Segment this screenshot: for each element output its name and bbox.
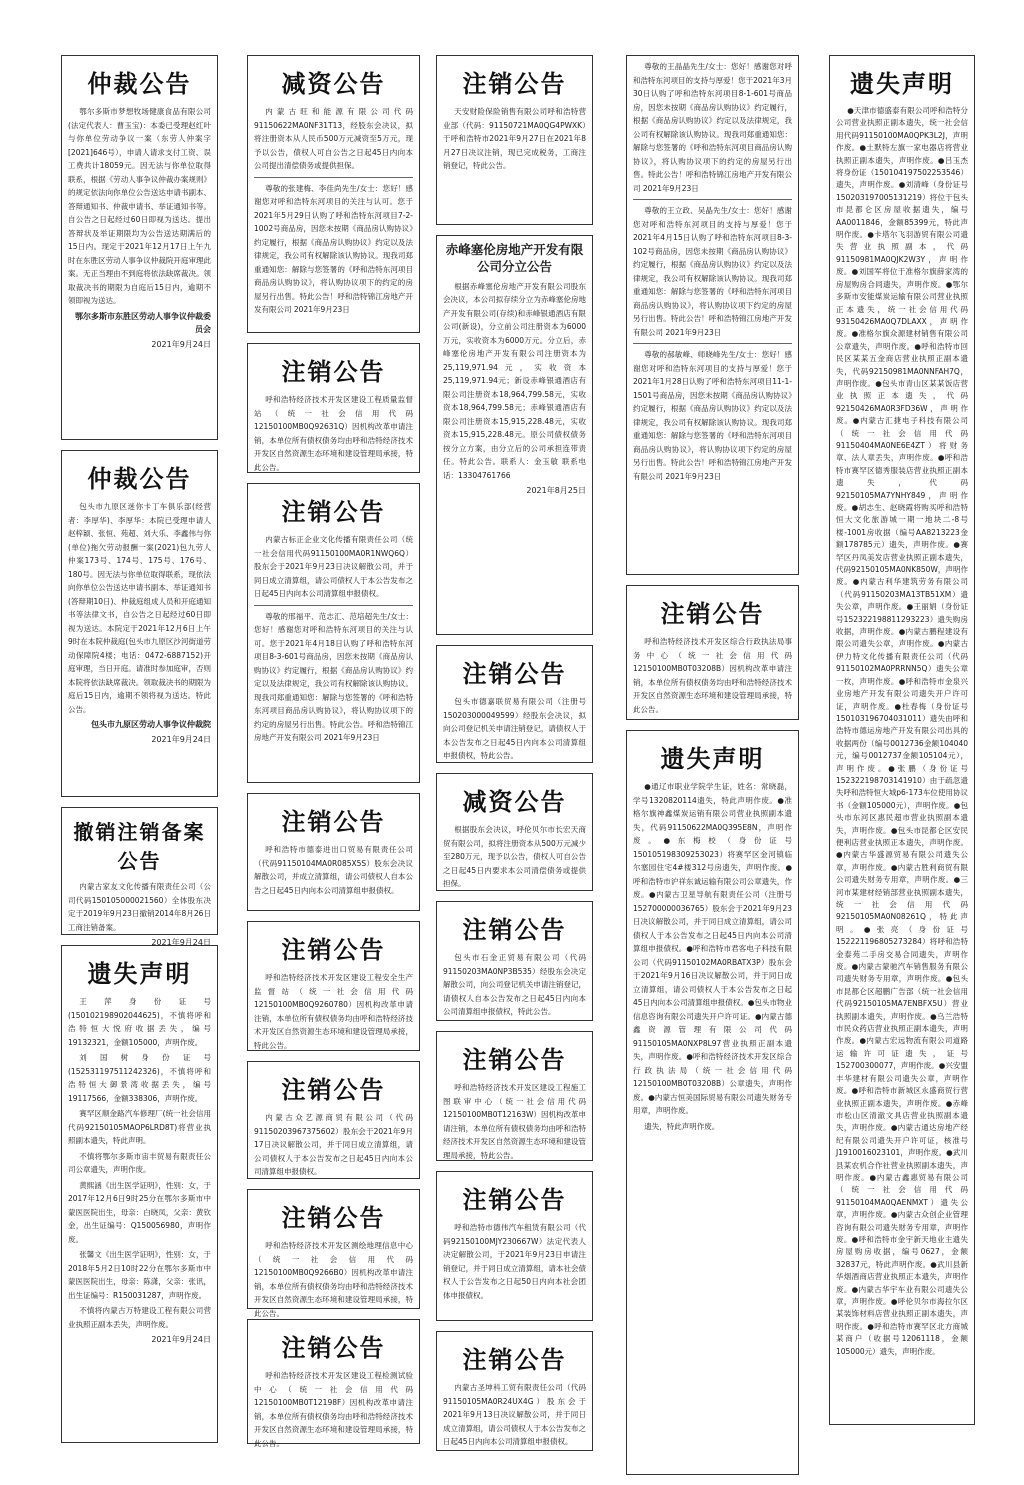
notice-signature: 包头市九原区劳动人事争议仲裁院 — [91, 720, 211, 729]
notice-date: 2021年9月24日 — [151, 1335, 211, 1344]
notice-body: 鄂尔多斯市梦想牧场健康食品有限公司(法定代表人：曹玉宝)：本委已受理赵红叶与你单位劳动争议一案（东劳人仲案字[2021]646号），申请人请求支付工资、误工费共计18059元。因无法与你单位取得联系，根据《劳动人事争议仲裁办案规则》的规定依法向你单位公告送达申请书副本、答辩通知书、仲裁申请书、举证通知书等。自公告之日起经过60日即视为送达。提出答辩状及举证期限均为公告送达期满后的15日内。现定于2021年12月17日上午九时在东胜区劳动人事争议仲裁院开庭审理此案。无正当理由不到庭将依法缺席裁决。领取裁决书的期限为自庭后15日内，逾期不领即视为送达。 — [68, 107, 211, 305]
notice-title: 赤峰塞伦房地产开发有限公司分立公告 — [445, 242, 584, 274]
deregistration-notice-9 — [436, 645, 593, 763]
column-4 — [626, 55, 799, 1485]
notice-title: 注销公告 — [281, 357, 386, 386]
notice-date: 2021年9月24日 — [151, 735, 211, 744]
notice-body: ●天津市德盛泰有限公司呼和浩特分公司营业执照正副本遗失，统一社会信用代码91150100MA0QPK3L2J，声明作废。●土默特左旗一家电器店将营业执照正副本遗失，声明作废。●吕玉杰将身份证（150104197502253546）遗失，声明作废。●刘清峰（身份证号150203197005131219）将位于包头市昆都仑区房屋收据遗失，编号AA0011846，金额85399元，特此声明作废。●卡塔尔飞羽游贸有限公司遗失营业执照副本，代码91150981MA0QJK2W3Y，声明作废。●刘国军将位于准格尔旗薛家湾的房屋购房合同遗失，声明作废。●鄂尔多斯市安能煤炭运输有限公司营业执照正本遗失，统一社会信用代码93150426MA0Q7DLAXX，声明作废。●准格尔旗众源建材销售有限公司公章遗失，声明作废。●呼和浩特市回民区某某五金商店营业执照正副本遗失，代码92150981MA0NNFAH7Q，声明作废。●包头市青山区某某饭店营业执照正本遗失，代码92150426MA0R3FD36W，声明作废。●内蒙古汇捷电子科技有限公司（统一社会信用代码91150404MA0NE6E4ZT）将财务章、法人章丢失，声明作废。●呼和浩特市赛罕区德秀服装店营业执照正副本遗失，代码92150105MA7YNHY849，声明作废。●胡志生、赵晓霞将购买呼和浩特恒大文化旅游城一期一地块二-8号楼-1001房收据（编号AA8213223金额178785元）遗失，声明作废。●赛罕区丹凤美发店营业执照正副本遗失，代码92150105MA0NK850W，声明作废。●内蒙古利华建筑劳务有限公司（代码91150203MA13TB51XM）遗失公章，声明作废。●王丽娟（身份证号152322198811293223）遗失购房收据，声明作废。●内蒙古鹏程建设有限公司遗失公章，声明作废。●内蒙古伊力特文化传播有限责任公司（代码91150102MA0PRRNN5Q）遗失公章一枚，声明作废。●呼和浩特市金泉兴业房地产开发有限公司遗失开户许可证，声明作废。●杜春梅（身份证号150103196704031011）遗失由呼和浩特市德运房地产开发有限公司出具的收据两份（编号0012736金额104040元，编号0012737金额105104元），声明作废。●张鹏（身份证号152322198703141910）由于疏忽遗失呼和浩特恒大城p6-173车位使用协议书（金额105000元），声明作废。●包头市东河区惠民超市营业执照副本遗失，声明作废。●包头市昆都仑区安民便利店营业执照正本遗失，声明作废。●内蒙古华盛源贸易有限公司遗失公章，声明作废。●内蒙古胜利商贸有限公司遗失财务专用章，声明作废。●三河市某建材经销部营业执照副本遗失，统一社会信用代码92150105MA0N08261Q，特此声明。●张亮（身份证号152221196805273284）将呼和浩特金泰苑二手房交易合同遗失，声明作废。●内蒙古蒙驰汽车销售服务有限公司遗失财务专用章，声明作废。●包头市昆都仑区超鹏广告部（统一社会信用代码92150105MA7ENBFX5U）营业执照副本遗失，声明作废。●乌兰浩特市民众药店营业执照正副本遗失，声明作废。●内蒙古宏远物流有限公司道路运输许可证遗失，证号152700300077，声明作废。●兴安盟丰华建材有限公司遗失公章，声明作废。●呼和浩特市新城区永盛商贸行营业执照正副本遗失，声明作废。●赤峰市松山区清澈文具店营业执照副本遗失，声明作废。●内蒙古通达房地产经纪有限公司遗失开户许可证，核准号J1910016023101，声明作废。●武川县某农机合作社营业执照副本遗失，声明作废。●内蒙古鑫惠贸易有限公司（统一社会信用代码91150104MA0QAENMXT）遗失公章，声明作废。●内蒙古众创企业管理咨询有限公司遗失财务专用章，声明作废。●呼和浩特市金宇新天地业主遗失房屋购房收据，编号0627，金额32837元，特此声明作废。●武川县新华烟酒商店营业执照正本遗失，声明作废。●内蒙古华宇车业有限公司遗失公章，声明作废。●呼伦贝尔市海拉尔区某装饰材料店营业执照正副本遗失，声明作废。●呼和浩特市赛罕区北方商城某商户（收据号12061118，金额105000元）遗失，声明作废。 — [836, 106, 968, 1356]
notice-body: 包头市九原区迷你卡丁车俱乐部(经营者：李厚华)、李厚华：本院已受理申请人赵梓颖、张恒、苑超、刘大乐、李鑫伟与你(单位)拖欠劳动报酬一案(2021)包九劳人仲案173号、174号、175号、176号、180号。因无法与你单位取得联系，现依法向你单位公告送达申请书副本、举证通知书(答辩期10日)、仲裁庭组成人员和开庭通知书等法律文书，自公告之日起经过60日即视为送达。本院定于2021年12月6日上午9时在本院仲裁庭(包头市九原区沙河街道劳动保障院4楼；电话：0472-6887152)开庭审理，当日开庭。请准时参加庭审，否则本院将依法缺席裁决。领取裁决书的期限为庭后15日内，逾期不领将视为送达。特此公告。 — [68, 502, 211, 714]
deregistration-notice-7 — [247, 1319, 420, 1448]
notice-body: 呼和浩特经济技术开发区测绘地理信息中心（统一社会信用代码12150100MB0Q9266B0）因机构改革申请注销，本单位所有债权债务均由呼和浩特经济技术开发区自然资源生态环境和建设管理局承接，特此公告。 — [254, 1241, 413, 1318]
deregistration-notice-12 — [436, 1171, 593, 1321]
notice-body: ●通辽市职业学院学生证，姓名：常晓磊，学号1320820114遗失，特此声明作废。●准格尔旗神鑫煤炭运销有限公司营业执照副本遗失，代码91150622MA0Q395E8N，声明作废。●东梅校（身份证号150105198309253023）将赛罕区金河镇临尔塞园住宅4#楼312号房遗失，声明作废。●呼和浩特市沪祥东诚运输有限公司公章遗失，作废。●内蒙古卫星导航有限责任公司（注册号152700000036765）股东会于2021年9月23日决议解散公司，并于同日成立清算组，请公司债权人于本公告发布之日起45日内向本公司清算组申报债权。●呼和浩特市君客电子科技有限公司（代码91150102MA0RBATX3P）股东会于2021年9月16日决议解散公司，并于同日成立清算组，请公司债权人于本公告发布之日起45日内向本公司清算组申报债权。●包头市物业信息咨询有限公司遗失开户许可证。●内蒙古德鑫资源管理有限公司代码91150105MA0NXP8L97营业执照正副本遗失，声明作废。●呼和浩特经济技术开发区综合行政执法局（统一社会信用代码12150100MB0T03208B）公章遗失，声明作废。●内蒙古恒美国际贸易有限公司遗失财务专用章，声明作废。 遗失，特此声明作废。 — [633, 782, 792, 1131]
deregistration-notice-8 — [436, 55, 593, 225]
purchase-cancellation-note: 尊敬的王晶晶先生/女士：您好！感谢您对呼和浩特东河项目的支持与厚爱！您于2021年3月30日认购了呼和浩特东河项目8-1-601号商品房，因您未按期《商品房认购协议》约定履行，根据《商品房认购协议》约定以及法律规定，我公司有权解除该认购协议。现我司郑重通知您：解除与您签署的《呼和浩特东河项目商品房认购协议》，将认购协议项下的约定的房屋另行出售。特此公告！呼和浩特锦江房地产开发有限公司 2021年9月23日 尊敬的王立政、吴晶先生/女士：您好！感谢您对呼和浩特东河项目的支持与厚爱！您于2021年4月15日认购了呼和浩特东河项目8-3-102号商品房，因您未按期《商品房认购协议》约定履行，根据《商品房认购协议》约定以及法律规定，我公司有权解除该认购协议。现我司郑重通知您：解除与您签署的《呼和浩特东河项目商品房认购协议》，将认购协议项下约定的房屋另行出售。特此公告！呼和浩特锦江房地产开发有限公司 2021年9月23日 尊敬的郝敏峰、师晓峰先生/女士：您好！感谢您对呼和浩特东河项目的支持与厚爱！您于2021年1月28日认购了呼和浩特东河项目11-1-1501号商品房，因您未按期《商品房认购协议》约定履行，根据《商品房认购协议》约定以及法律规定，我公司有权解除该认购协议。现我司郑重通知您：解除与您签署的《呼和浩特东河项目商品房认购协议》，将认购协议项下约定的房屋另行出售。特此公告！呼和浩特锦江房地产开发有限公司 2021年9月23日 — [633, 60, 792, 483]
notice-body: 内蒙古标正企业文化传播有限责任公司（统一社会信用代码91150100MA0R1NWQ6Q）股东会于2021年9月23日决议解散公司，并于同日成立清算组，请公司债权人于本公告发布之日起45日内向本公司清算组申报债权。 — [254, 535, 413, 598]
purchase-cancellation-notices — [626, 55, 799, 575]
notice-body: 呼和浩特经济技术开发区建设工程检测试验中心（统一社会信用代码12150100MB0T12198F）因机构改革申请注销，本单位所有债权债务均由呼和浩特经济技术开发区自然资源生态环境和建设管理局承接，特此公告。 — [254, 1371, 413, 1448]
deregistration-notice-3 — [247, 793, 420, 911]
notice-body: 呼和浩特经济技术开发区建设工程施工图联审中心（统一社会信用代码12150100MB0T12163W）因机构改革申请注销，本单位所有债权债务均由呼和浩特经济技术开发区自然资源生态环境和建设管理局承接，特此公告。 — [443, 1083, 586, 1160]
column-1 — [61, 55, 218, 1453]
notice-body: 王萍身份证号(150102198902044625)，不慎将呼和浩特恒大悦府收据丢失，编号19132321，金额105000，声明作废。 刘国树身份证号(152531197511242326)，不慎将呼和浩特恒大御景湾收据丢失，编号19117566，金额338306，声明作废。 赛罕区顺金路汽车修理厂(统一社会信用代码92150105MAOP6LRD8T)将营业执照副本遗失，特此声明。 不慎将鄂尔多斯市宙丰贸易有限责任公司公章遗失，声明作废。 黄熙涵《出生医学证明》，性别：女，于2017年12月6日9时25分在鄂尔多斯市中蒙医医院出生，母亲：白晓凤，父亲：黄钦金，出生证编号：Q150056980，声明作废。 张馨文《出生医学证明》，性别：女，于2018年5月2日10时22分在鄂尔多斯市中蒙医医院出生，母亲：陈潇，父亲：张讯，出生证编号：R150031287，声明作废。 不慎将内蒙古万特建设工程有限公司营业执照正副本丢失，声明作废。 — [68, 997, 211, 1329]
notice-title: 注销公告 — [462, 69, 567, 98]
arbitration-notice-1 — [61, 55, 218, 440]
notice-body: 根据股东会决议，呼伦贝尔市长宏天商贸有限公司，拟将注册资本从500万元减少至280万元，现予以公告，债权人可自公告之日起45日内要求本公司清偿债务或提供担保。 — [443, 825, 586, 888]
deregistration-notice-13 — [436, 1331, 593, 1451]
purchase-cancellation-note: 尊敬的邢福平、范志汇、范培超先生/女士：您好！感谢您对呼和浩特东河项目的关注与认可。您于2021年4月18日认购了呼和浩特东河项目8-3-601号商品房，因您未按期《商品房认购协议》约定履行，根据《商品房认购协议》约定以及法律规定，我公司有权解除该认购协议。现我司郑重通知您：解除与您签署的《呼和浩特东河项目商品房认购协议》，将认购协议项下的约定的房屋另行出售。特此公告。呼和浩特锦江房地产开发有限公司 2021年9月23日 — [254, 605, 413, 745]
notice-body: 包头市德嘉联贸易有限公司（注册号150203000049599）经股东会决议，拟向公司登记机关申请注销登记，请债权人于本公告发布之日起45日内向本公司清算组申报债权，特此公告。 — [443, 697, 586, 760]
deregistration-notice-1 — [247, 343, 420, 473]
division-notice — [436, 235, 593, 635]
notice-title: 遗失声明 — [850, 69, 954, 98]
notice-body: 内蒙古家友文化传播有限责任公司（公司代码150105000021560）全体股东决定于2019年9月23日撤销2014年8月26日工商注销备案。 — [68, 882, 211, 932]
notice-title: 注销公告 — [660, 599, 765, 628]
notice-title: 注销公告 — [281, 935, 386, 964]
capital-reduction-notice — [247, 55, 420, 333]
notice-title: 仲裁公告 — [87, 69, 192, 98]
notice-title: 注销公告 — [281, 1203, 386, 1232]
notice-date: 2021年8月25日 — [526, 486, 586, 496]
column-2 — [247, 55, 420, 1454]
notice-title: 注销公告 — [462, 1045, 567, 1074]
deregistration-notice-10 — [436, 901, 593, 1021]
notice-title: 遗失声明 — [87, 959, 192, 988]
loss-statement-1 — [61, 945, 218, 1443]
notice-title: 撤销注销备案公告 — [73, 820, 206, 873]
loss-statement-3 — [829, 55, 975, 1425]
notice-title: 注销公告 — [462, 659, 567, 688]
notice-title: 注销公告 — [281, 807, 386, 836]
arbitration-notice-2 — [61, 450, 218, 797]
capital-reduction-notice-2 — [436, 773, 593, 891]
column-3 — [436, 55, 593, 1461]
deregistration-notice-6 — [247, 1189, 420, 1318]
deregistration-notice-4 — [247, 921, 420, 1051]
deregistration-notice-2 — [247, 483, 420, 783]
notice-body: 天安财险保险销售有限公司呼和浩特营业部（代码：91150721MA0QG4PWXK）于呼和浩特市2021年9月27日在2021年8月27日决议注销，现已完成税务，工商注销登记，特此公告。 — [443, 107, 586, 170]
notice-body: 包头市石金正贸易有限公司（代码91150203MA0NP3B535）经股东会决定解散公司，向公司登记机关申请注销登记，请债权人自本公告发布之日起45日内向本公司清算组申报债权，特此公告。 — [443, 953, 586, 1016]
notice-body: 呼和浩特经济技术开发区建设工程质量监督站（统一社会信用代码12150100MB0Q92631Q）因机构改革申请注销，本单位所有债权债务均由呼和浩特经济技术开发区自然资源生态环境和建设管理局承接，特此公告。 — [254, 395, 413, 472]
notice-body: 内蒙古圣坤科工贸有限责任公司（代码91150105MA0R24UX4G）股东会于2021年9月13日决议解散公司，并于同日成立清算组，请公司债权人于本公告发布之日起45日内向本公司清算组申报债权。 — [443, 1383, 586, 1446]
notice-date: 2021年9月24日 — [151, 339, 211, 349]
notice-body: 呼和浩特经济技术开发区建设工程安全生产监督站（统一社会信用代码12150100MB0Q9260780）因机构改革申请注销，本单位所有债权债务均由呼和浩特经济技术开发区自然资源生态环境和建设管理局承接，特此公告。 — [254, 973, 413, 1050]
notice-title: 减资公告 — [462, 787, 567, 816]
notice-body: 呼和浩特市德伟汽车租赁有限公司（代码92150100MJY230667W）法定代表人决定解散公司，于2021年9月23日申请注销登记，并于同日成立清算组，请本社会债权人于公告发布之日起50日内向本社会团体申报债权。 — [443, 1223, 586, 1300]
deregistration-notice-5 — [247, 1061, 420, 1179]
notice-title: 遗失声明 — [660, 744, 765, 773]
notice-body: 呼和浩特市德泰进出口贸易有限责任公司（代码91150104MA0R085X5S）股东会决议解散公司，并成立清算组，请公司债权人自本公告之日起45日内向本公司清算组申报债权。 — [254, 845, 413, 895]
revocation-notice — [61, 807, 218, 947]
loss-statement-2 — [626, 730, 799, 1475]
notice-signature: 鄂尔多斯市东胜区劳动人事争议仲裁委员会 — [75, 311, 211, 334]
notice-title: 注销公告 — [281, 1075, 386, 1104]
notice-title: 注销公告 — [462, 1345, 567, 1374]
deregistration-notice-11 — [436, 1031, 593, 1161]
notice-title: 注销公告 — [281, 1333, 386, 1362]
notice-title: 注销公告 — [281, 497, 386, 526]
notice-title: 仲裁公告 — [87, 464, 192, 493]
notice-body: 根据赤峰塞伦房地产开发有限公司股东会决议，本公司拟存续分立为赤峰塞伦房地产开发有限公司(存续)和赤峰银通酒店有限公司(新设)，分立前公司注册资本为6000万元，实收资本为6000万元。分立后，赤峰塞伦房地产开发有限公司注册资本为25,119,971.94元，实收资本25,119,971.94元；新设赤峰银通酒店有限公司注册资本18,964,799.58元，实收资本18,964,799.58元；赤峰银通酒店有限公司注册资本15,915,228.48元，实收资本15,915,228.48元。原公司债权债务按分立方案，由分立后的公司承担连带责任。特此公告。联系人：金玉敏 联系电话：13304761766 — [443, 281, 586, 480]
notice-body: 内蒙古旺和能源有限公司代码91150622MA0NF31T13，经股东会决议，拟将注册资本从人民币500万元减资至5万元，现予以公告，债权人可自公告之日起45日内向本公司提出清偿债务或提供担保。 — [254, 107, 413, 170]
notice-title: 注销公告 — [462, 915, 567, 944]
notice-title: 注销公告 — [462, 1185, 567, 1214]
deregistration-notice-14 — [626, 585, 799, 720]
purchase-cancellation-note: 尊敬的张建梅、李佳尚先生/女士：您好！感谢您对呼和浩特东河项目的关注与认可。您于2021年5月29日认购了呼和浩特东河项目7-2-1002号商品房，因您未按期《商品房认购协议》约定履行，根据《商品房认购协议》约定以及法律规定，我公司有权解除该认购协议。现我司郑重通知您：解除与您签署的《呼和浩特东河项目商品房认购协议》，将认购协议项下的约定的房屋另行出售。特此公告！呼和浩特锦江房地产开发有限公司 2021年9月23日 — [254, 177, 413, 317]
notice-body: 内蒙古众艺源商贸有限公司（代码91150203967375602）股东会于2021年9月17日决议解散公司，并于同日成立清算组，请公司债权人于本公告发布之日起45日内向本公司清算组申报债权。 — [254, 1113, 413, 1176]
notice-title: 减资公告 — [281, 69, 386, 98]
notice-date: 2021年9月24日 — [151, 938, 211, 947]
column-5 — [829, 55, 975, 1435]
notice-body: 呼和浩特经济技术开发区综合行政执法局事务中心（统一社会信用代码12150100MB0T03208B）因机构改革申请注销，本单位所有债权债务均由呼和浩特经济技术开发区自然资源生态环境和建设管理局承接，特此公告。 — [633, 637, 792, 714]
